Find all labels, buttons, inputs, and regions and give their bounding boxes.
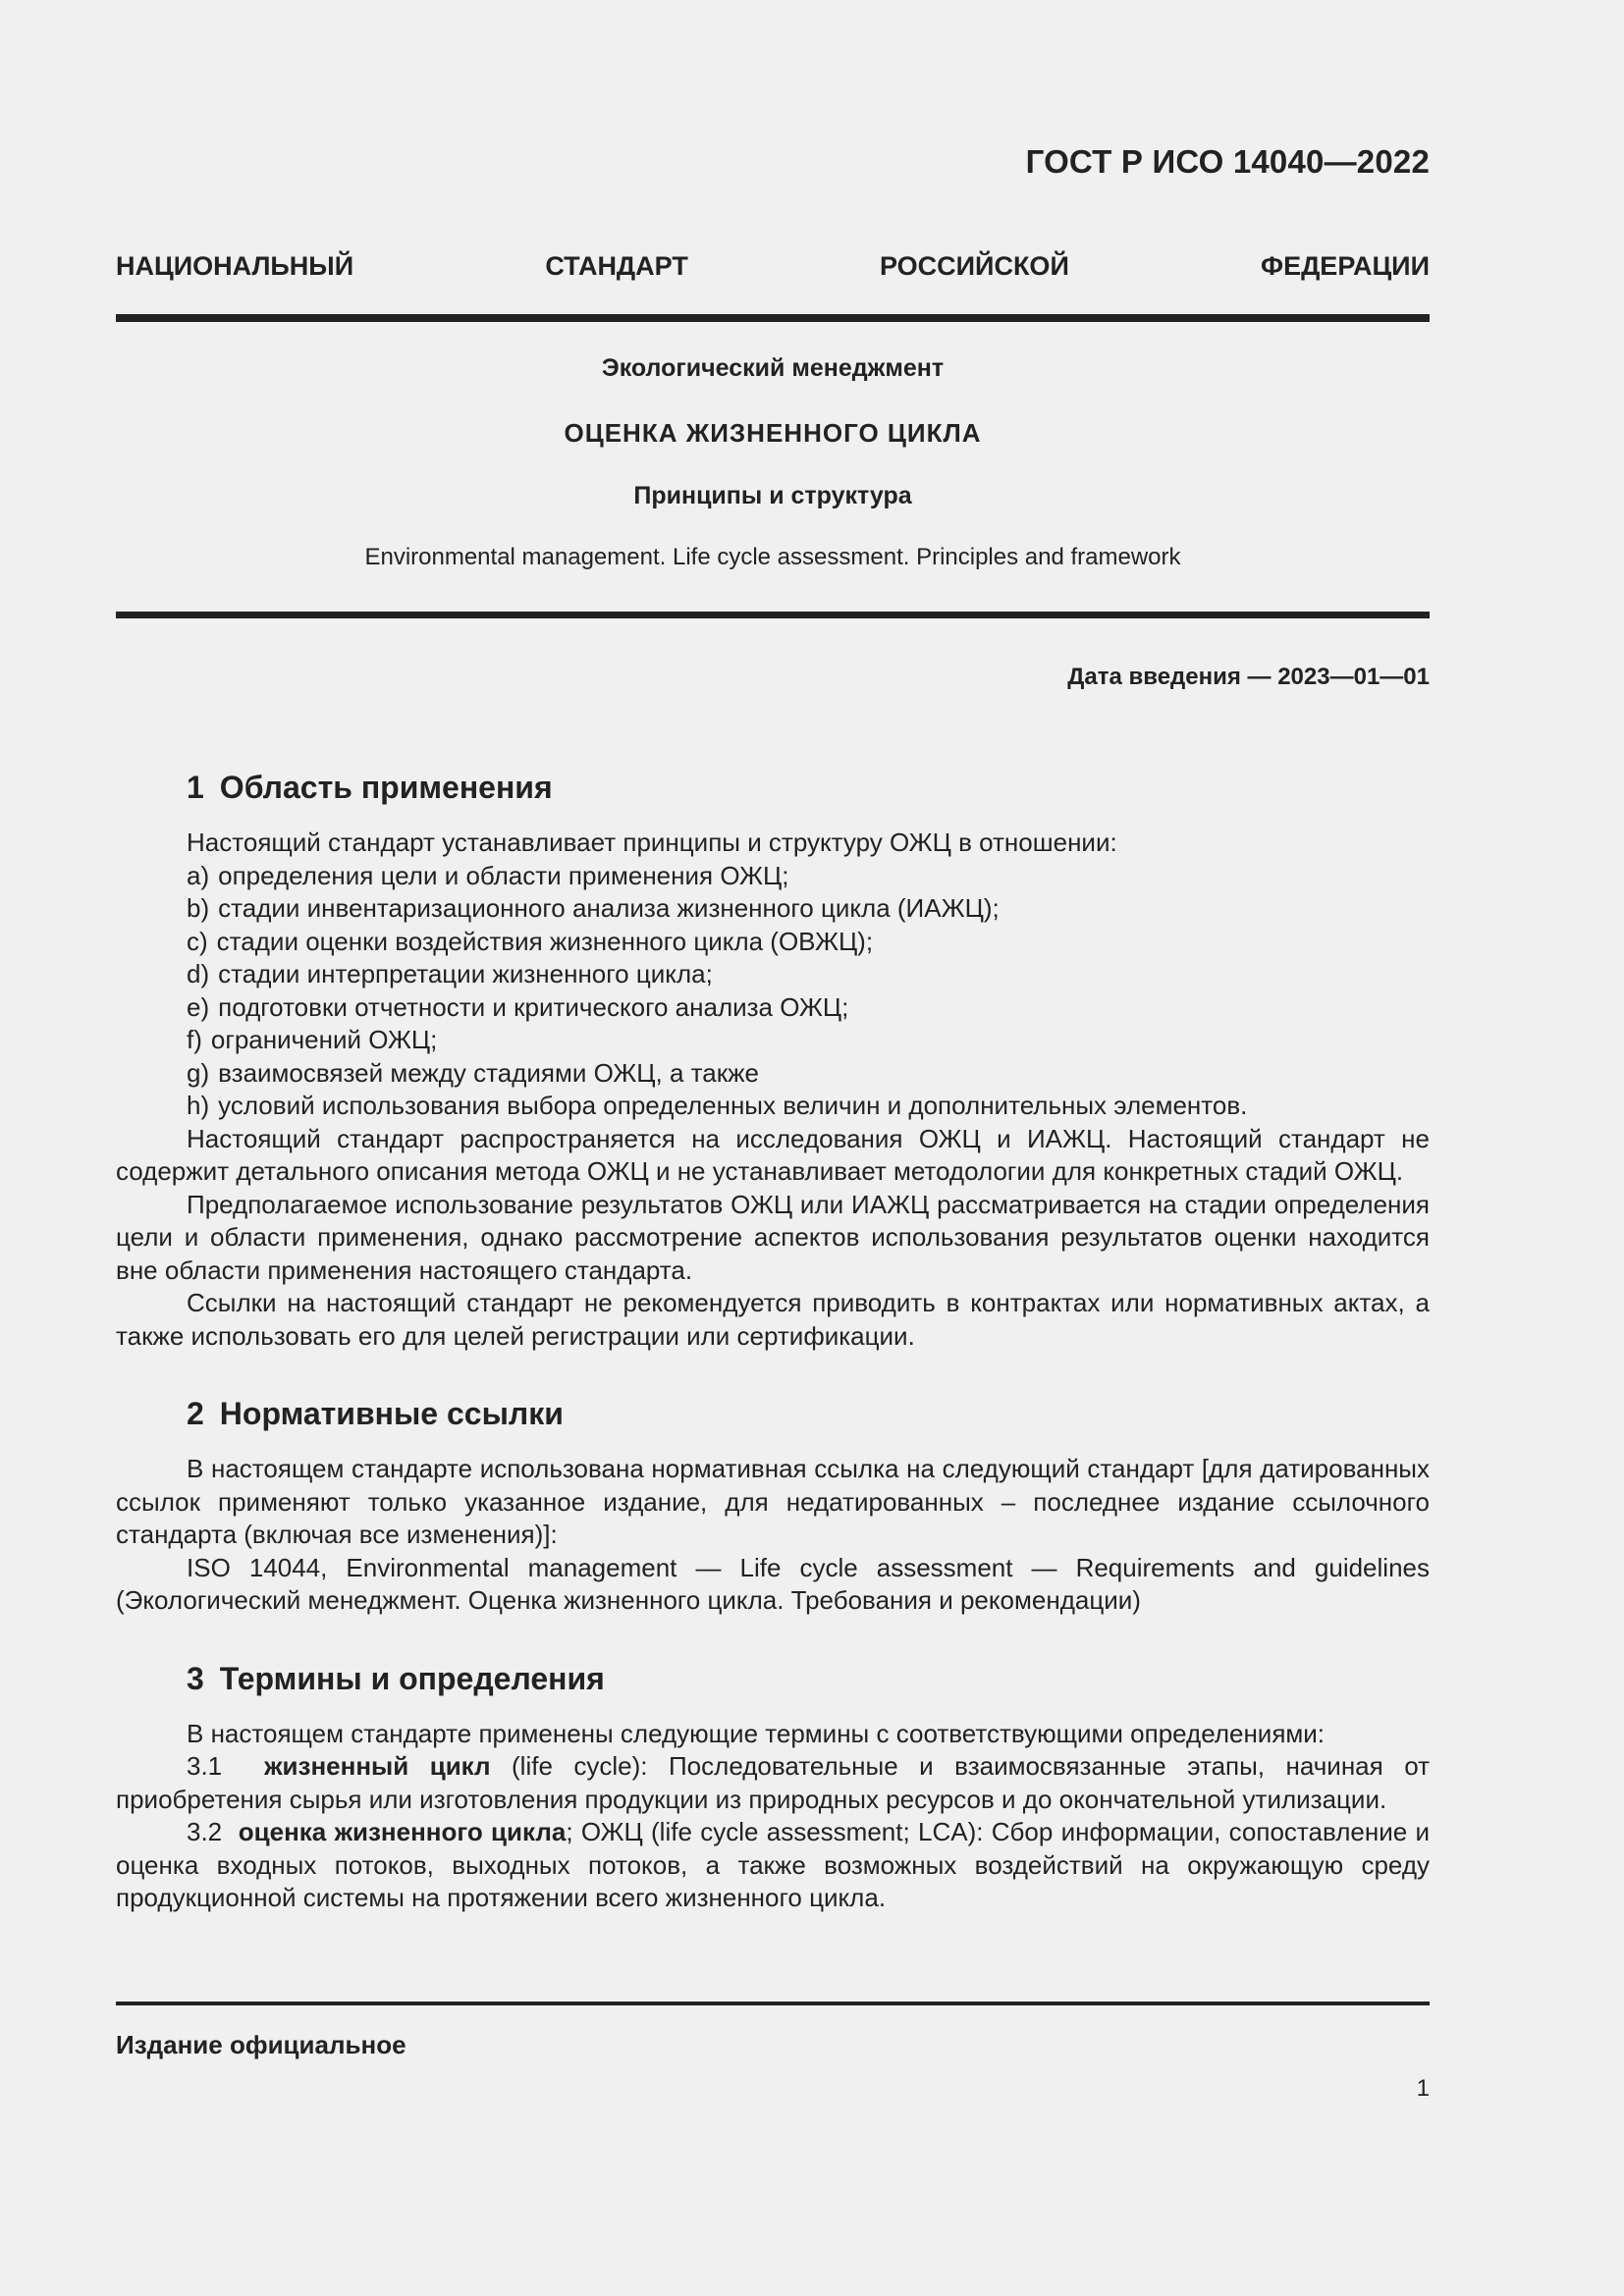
footer-divider [116, 2002, 1430, 2005]
section-2-heading [187, 1392, 1430, 1435]
section-2-paragraph-1: В настоящем стандарте использована нормативная ссылка на следующий стандарт [для датированных ссылок применяют только указанное издание, для недатированных – последнее издание ссылочного стандарта (включая все изменения)]: [116, 1454, 1430, 1549]
top-divider [116, 314, 1430, 322]
section-1-paragraph-2: Предполагаемое использование результатов ОЖЦ или ИАЖЦ рассматривается на стадии определения цели и области применения, однако рассмотрение аспектов использования результатов оценки находится вне области применения настоящего стандарта. [116, 1189, 1430, 1285]
introduction-date: Дата введения — 2023—01—01 [1067, 664, 1430, 690]
term: оценка жизненного цикла [238, 1817, 567, 1846]
list-item: d) стадии интерпретации жизненного цикла; [187, 959, 713, 988]
document-body [116, 766, 1430, 1915]
section-1-lead: Настоящий стандарт устанавливает принципы и структуру ОЖЦ в отношении: [187, 828, 1117, 857]
list-item: e) подготовки отчетности и критического анализа ОЖЦ; [187, 991, 849, 1022]
section-title: Область применения [219, 770, 553, 805]
section-1-paragraph-1: Настоящий стандарт распространяется на исследования ОЖЦ и ИАЖЦ. Настоящий стандарт не содержит детального описания метода ОЖЦ и не устанавливает методологии для конкретных стадий ОЖЦ. [116, 1123, 1430, 1186]
section-1-paragraph-3: Ссылки на настоящий стандарт не рекомендуется приводить в контрактах или нормативных актах, а также использовать его для целей регистрации или сертификации. [116, 1288, 1430, 1351]
list-item: h) условий использования выбора определенных величин и дополнительных элементов. [187, 1091, 1248, 1120]
title-subtitle-2: Принципы и структура [633, 482, 912, 509]
standard-number: ГОСТ Р ИСО 14040—2022 [1025, 143, 1430, 180]
term-definition-3-2: 3.2 оценка жизненного цикла; ОЖЦ (life cycle assessment; LCA): Сбор информации, сопоставление и оценка входных потоков, выходных потоков, а также возможных воздействий на окружающую среду продукционной системы на протяжении всего жизненного цикла. [116, 1817, 1431, 1912]
list-item: f) ограничений ОЖЦ; [187, 1025, 438, 1054]
section-2-paragraph-2: ISO 14044, Environmental management — Life cycle assessment — Requirements and guidelines (Экологический менеджмент. Оценка жизненного цикла. Требования и рекомендации) [116, 1552, 1430, 1615]
section-title: Нормативные ссылки [219, 1396, 564, 1431]
section-number: 3 [187, 1660, 204, 1696]
list-item: g) взаимосвязей между стадиями ОЖЦ, а также [187, 1057, 759, 1088]
title-divider [116, 612, 1430, 618]
list-item: a) определения цели и области применения ОЖЦ; [187, 860, 789, 890]
section-number: 2 [187, 1396, 204, 1431]
title-main: ОЦЕНКА ЖИЗНЕННОГО ЦИКЛА [564, 418, 982, 448]
section-3-lead: В настоящем стандарте применены следующие термины с соответствующими определениями: [187, 1718, 1326, 1748]
title-subtitle-1: Экологический менеджмент [601, 354, 945, 382]
section-1-heading [187, 766, 1430, 809]
section-3-heading [187, 1657, 1430, 1700]
national-standard-title: НАЦИОНАЛЬНЫЙ СТАНДАРТ РОССИЙСКОЙ ФЕДЕРАЦИИ [116, 251, 1430, 281]
term: жизненный цикл [264, 1751, 491, 1781]
list-item: c) стадии оценки воздействия жизненного цикла (ОВЖЦ); [187, 926, 874, 956]
page-number: 1 [1416, 2075, 1430, 2102]
term-definition-3-1: 3.1 жизненный цикл (life cycle): Последовательные и взаимосвязанные этапы, начиная от приобретения сырья или изготовления продукции из природных ресурсов и до окончательной утилизации. [116, 1751, 1430, 1814]
section-number: 1 [187, 770, 204, 805]
title-english: Environmental management. Life cycle assessment. Principles and framework [364, 544, 1181, 570]
section-title: Термины и определения [219, 1660, 605, 1696]
list-item: b) стадии инвентаризационного анализа жизненного цикла (ИАЖЦ); [187, 893, 1000, 923]
official-edition-label: Издание официальное [116, 2030, 406, 2059]
